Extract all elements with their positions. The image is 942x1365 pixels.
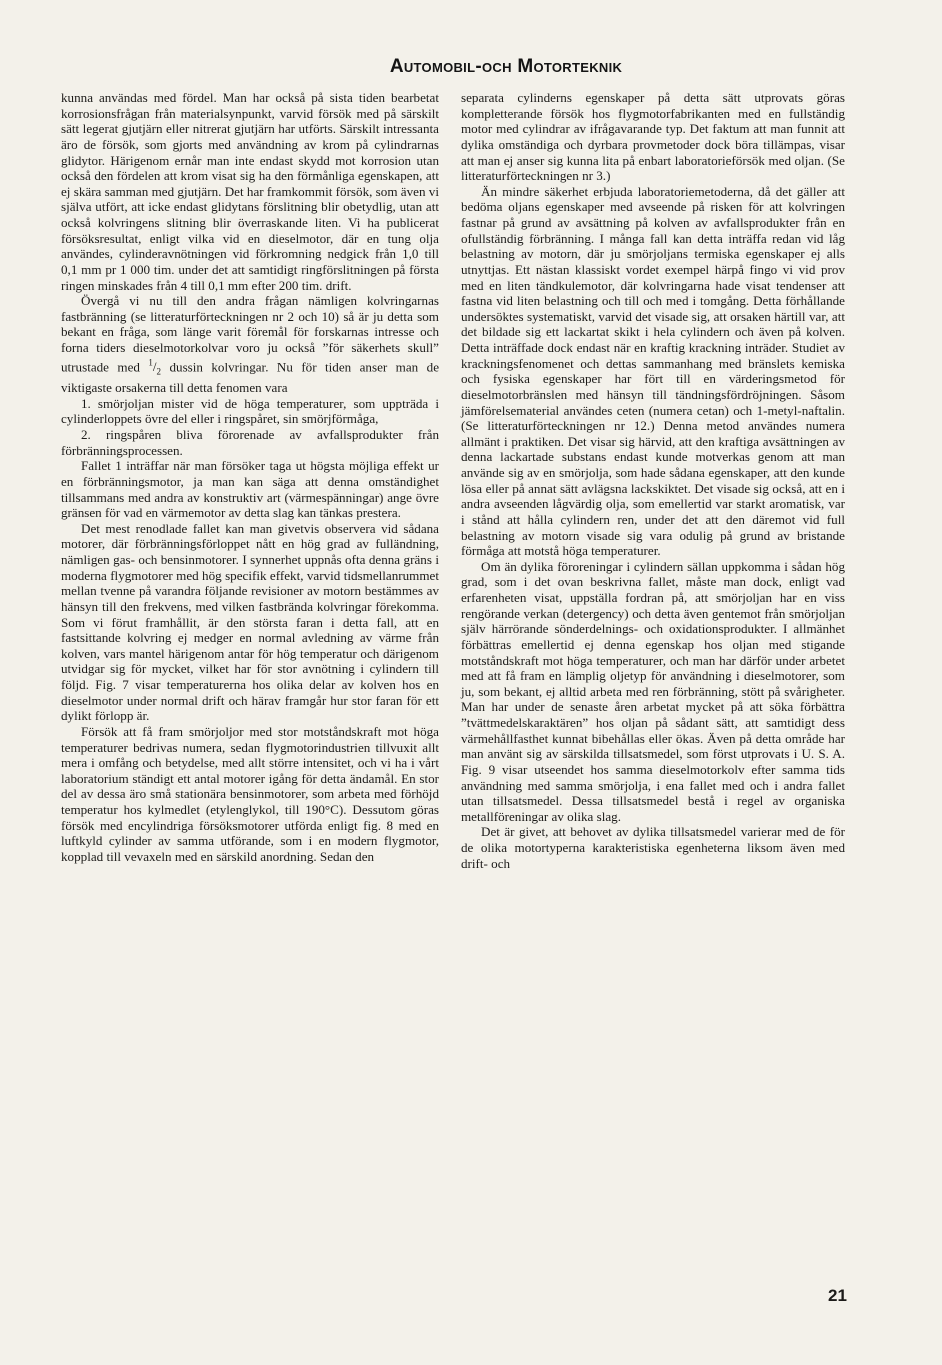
running-header	[0, 56, 942, 78]
fraction-numerator: 1	[148, 357, 153, 368]
paragraph: Fallet 1 inträffar när man försöker taga ut högsta möjliga effekt ur en förbränningsmotor, ja man kan säga att denna omständighet tillsammans med andra av konstruktiv art (värmespänningar) ange övre gränsen för vad en värmemotor av detta slag kan tänkas prestera.	[61, 458, 439, 521]
paragraph: Försök att få fram smörjoljor med stor motståndskraft mot höga temperaturer bedrivas numera, sedan flygmotorindustrien tillvuxit allt mera i omfång och betydelse, med allt större intensitet, och vi ha i vårt laboratorium ständigt ett antal motorer igång för detta ändamål. En stor del av dessa äro små stationära bensinmotorer, som arbeta med förhöjd temperatur hos kylmedlet (etylenglykol, till 190°C). Dessutom göras försök med encylindriga försöksmotorer utförda enligt fig. 8 med en luftkyld cylinder av samma utförande, som i en modern flygmotor, kopplad till vevaxeln med en särskild anordning. Sedan den	[61, 723, 439, 864]
journal-title: Automobil-och Motorteknik	[389, 56, 623, 77]
paragraph	[61, 293, 439, 396]
left-column	[61, 90, 439, 865]
fraction: $^1/_2$	[148, 357, 162, 377]
paragraph-text: Övergå vi nu till den andra frågan nämligen kolvringarnas fastbränning (se litteraturförteckningen nr 2 och 10) så är ju detta som bekant en fråga, som länge varit föremål för forskarnas intresse och forna tiders dieselmotorkolvar voro ju också ”för säkerhets skull” utrustade med	[61, 293, 439, 374]
paragraph: separata cylinderns egenskaper på detta sätt utprovats göras kompletterande försök hos flygmotorfabrikanten med en fullständig motor med cylindrar av ifrågavarande typ. Det faktum att man funnit att dylika omständiga och dyrbara provmetoder dock böra tillämpas, visar att man ej anser sig kunna lita på enbart laboratorieförsök med oljan. (Se litteraturförteckningen nr 3.)	[461, 90, 845, 184]
list-item: 2. ringspåren bliva förorenade av avfallsprodukter från förbränningsprocessen.	[61, 427, 439, 458]
paragraph-text: dussin kolvringar. Nu för tiden anser man de viktigaste orsakerna till detta fenomen vara	[61, 358, 440, 396]
page-number: 21	[828, 1286, 847, 1305]
list-item: 1. smörjoljan mister vid de höga temperaturer, som uppträda i cylinderloppets övre del eller i ringspåret, sin smörjförmåga,	[61, 395, 439, 427]
paragraph: Om än dylika föroreningar i cylindern sällan uppkomma i sådan hög grad, som i det ovan beskrivna fallet, måste man dock, enligt vad erfarenheten visat, uppställa fordran på, att smörjoljan har en viss rengörande verkan (detergency) och detta även gentemot från smörjoljan själv härrörande sönderdelnings- och oxidationsprodukter. I allmänhet förbättras emellertid ej denna egenskap hos oljan med stigande motståndskraft mot höga temperaturer, och man har därför under arbetet med att få fram en lämplig oljetyp för användning i dieselmotorer, som ju, som bekant, ej alltid arbeta med ren förbränning, stött på svårigheter. Man har under de senaste åren arbetat mycket på att söka förbättra ”tvättmedelskaraktären” hos oljan på sådant sätt, att samtidigt dess värmehållfasthet kunnat bibehållas eller ökas. Även på detta område har man använt sig av särskilda tillsatsmedel, som först utprovats i U. S. A. Fig. 9 visar utseendet hos samma dieselmotorkolv efter samma tids användning med samma smörjolja, i ena fallet med och i andra fallet utan tillsatsmedel. Dessa tillsatsmedel bestå i regel av organiska metallföreningar av olika slag.	[461, 558, 845, 824]
paragraph: Det mest renodlade fallet kan man givetvis observera vid sådana motorer, där förbränningsförloppet nått en hög grad av fulländning, nämligen gas- och bensinmotorer. I synnerhet uppnås ofta denna gräns i moderna flygmotorer med hög specifik effekt, varvid tidsmellanrummet mellan tvenne på varandra följande revisioner av motorn bestämmes av hänsyn till den frekvens, med vilken fastbrända kolvringar förekomma. Som vi förut framhållit, är den största faran i detta fall, att en fastsittande kolvring ej medger en normal avledning av värme från kolven, vars mantel härigenom antar för hög temperatur och därigenom utvidgar sig för mycket, vilket har för stor avnötning i cylindern till följd. Fig. 7 visar temperaturerna hos olika delar av kolven hos en dieselmotor under normal drift och härav framgår hur stor faran för ett dylikt förlopp är.	[61, 520, 439, 724]
fraction-denominator: 2	[156, 366, 162, 377]
right-column	[461, 90, 845, 871]
paragraph: Det är givet, att behovet av dylika tillsatsmedel varierar med de för de olika motortyperna karakteristiska egenheterna liksom även med drift- och	[461, 824, 845, 871]
paragraph: kunna användas med fördel. Man har också på sista tiden bearbetat korrosionsfrågan från materialsynpunkt, varvid försök med på särskilt sätt legerat gjutjärn eller nitrerat gjutjärn har utförts. Särskilt intressanta äro de försök, som gjorts med användning av krom på cylindrarnas glidytor. Härigenom ernår man inte endast skydd mot korrosion utan också den fördelen att krom visat sig ha den förmånliga egenskapen, att ej skära samman med gjutjärn. Det har framkommit försök, som även vi själva utfört, att icke endast glidytans förslitning blir obetydlig, utan att också kolvringens slitning blir överraskande liten. Vi ha publicerat försöksresultat, enligt vilka vid en dieselmotor, där en tung olja användes, cylinderavnötningen vid förkromning nedgick från 1,0 till 0,1 mm pr 1 000 tim. under det att samtidigt ringförslitningen på första ringen minskades från 4 till 0,1 mm efter 200 tim. drift.	[61, 90, 439, 293]
paragraph: Än mindre säkerhet erbjuda laboratoriemetoderna, då det gäller att bedöma oljans egenskaper med avseende på risken för att kolvringen fastnar på grund av avsättning på kolven av avfallsprodukter från en ofullständig förbränning. I många fall kan detta inträffa redan vid låg belastning av motorn, där ju smörjoljans termiska egenskaper ej alls utnyttjas. Ett nästan klassiskt vordet exempel härpå fingo vi vid prov med en liten tändkulemotor, där kolvringarna hade visat tendenser att fastna vid liten belastning och till och med i tomgång. Detta förhållande undersöktes systematiskt, varvid det visade sig, att orsaken härtill var, att det bildade sig ett lackartat skikt i hela cylindern och även på kolven. Detta inträffade dock endast när en kraftig krackning inträder. Studiet av krackningsfenomenet och dettas sammanhang med bränslets kemiska och fysiska egenskaper har fört till en värderingsmetod för dieselmotorbränslen med hänsyn till tändningsfördröjningen. Såsom jämförelsematerial användes ceten (numera cetan) och 1-metyl-naftalin. (Se litteraturförteckningen nr 12.) Denna metod användes numera allmänt i praktiken. Det visar sig härvid, att den kraftiga avsättningen av denna lackartade substans endast kunde motverkas genom att man använde sig av en smörjolja, som hade sådana egenskaper, att den kunde lösa eller på annat sätt avlägsna lackskiktet. Det visade sig också, att en i andra avseenden lågvärdig olja, som emellertid var starkt aromatisk, var i stånd att hålla cylindern ren, under det att den däremot vid full belastning av motorn visade sig vara odulig på grund av bristande förmåga att motstå höga temperaturer.	[461, 183, 845, 559]
